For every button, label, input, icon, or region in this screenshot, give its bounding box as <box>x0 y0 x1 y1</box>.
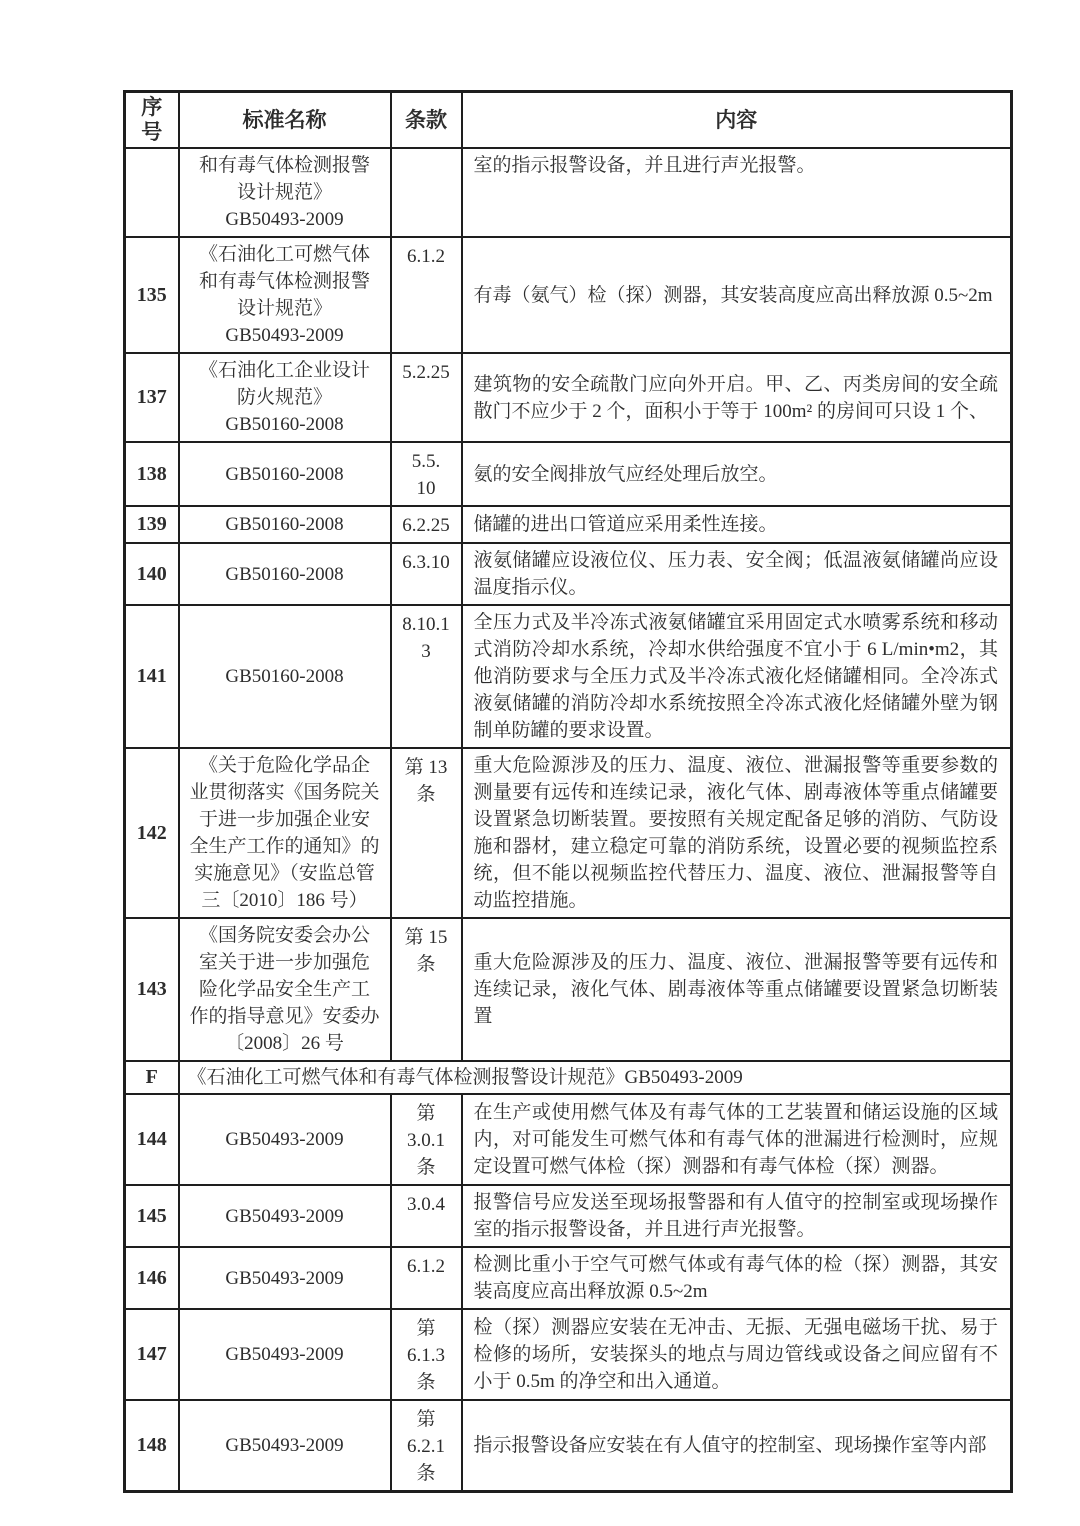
clause-line: 第 <box>416 1409 436 1430</box>
content-cell: 重大危险源涉及的压力、温度、液位、泄漏报警等要有远传和连续记录，液化气体、剧毒液体等重点储罐要设置紧急切断装置 <box>462 918 1012 1061</box>
clause-line: 第 15 <box>404 927 448 948</box>
standard-name-line: 实施意见》（安监总管 <box>194 863 375 884</box>
header-serial-number: 序号 <box>125 92 179 149</box>
clause-cell <box>391 1309 462 1400</box>
table-row <box>125 237 1012 353</box>
standard-name-line: GB50493-2009 <box>225 1267 344 1289</box>
content-cell: 报警信号应发送至现场报警器和有人值守的控制室或现场操作 室的指示报警设备，并且进行声光报警。 <box>462 1185 1012 1247</box>
clause-line: 条 <box>416 1372 436 1393</box>
clause-line: 10 <box>416 478 436 499</box>
row-number-cell: 148 <box>125 1400 179 1492</box>
clause-cell <box>391 148 462 237</box>
standard-name-cell <box>179 605 391 748</box>
clause-line: 5.2.25 <box>402 362 450 383</box>
standard-name-line: 和有毒气体检测报警 <box>198 271 370 292</box>
clause-cell <box>391 748 462 918</box>
standard-name-line: 作的指导意见》安委办 <box>189 1006 380 1027</box>
clause-line: 条 <box>416 1463 436 1484</box>
standards-table-body <box>125 148 1012 1492</box>
table-row <box>125 1247 1012 1309</box>
content-cell: 有毒（氨气）检（探）测器，其安装高度应高出释放源 0.5~2m <box>462 237 1012 353</box>
clause-line: 6.3.10 <box>402 552 450 573</box>
standard-name-line: GB50160-2008 <box>225 463 344 485</box>
clause-line: 5.5. <box>411 451 441 472</box>
table-row <box>125 148 1012 237</box>
clause-line: 3.0.1 <box>407 1130 445 1151</box>
standard-name-line: GB50493-2009 <box>225 1344 344 1365</box>
table-row <box>125 1094 1012 1185</box>
standard-name-line: GB50493-2009 <box>225 209 344 230</box>
standard-name-line: GB50493-2009 <box>225 1435 344 1456</box>
standard-name-cell <box>179 1247 391 1309</box>
clause-cell <box>391 442 462 506</box>
clause-line: 6.1.2 <box>407 1256 445 1277</box>
standard-name-line: 设计规范》 <box>236 298 332 319</box>
content-cell: 全压力式及半冷冻式液氨储罐宜采用固定式水喷雾系统和移动式消防冷却水系统，冷却水供给强度不宜小于 6 L/min•m2，其他消防要求与全压力式及半冷冻式液化烃储罐相同。全冷冻式液氨储罐的消防冷却水系统按照全冷冻式液化烃储罐外壁为钢制单防罐的要求设置。 <box>462 605 1012 748</box>
clause-line: 6.1.2 <box>407 246 445 267</box>
row-number-cell: F <box>125 1061 179 1094</box>
content-cell: 重大危险源涉及的压力、温度、液位、泄漏报警等重要参数的测量要有远传和连续记录，液化气体、剧毒液体等重点储罐要设置紧急切断装置。要按照有关规定配备足够的消防、气防设施和器材，建立稳定可靠的消防系统，设置必要的视频监控系统，但不能以视频监控代替压力、温度、液位、泄漏报警等自动监控措施。 <box>462 748 1012 918</box>
standard-name-cell <box>179 1094 391 1185</box>
standard-name-line: 全生产工作的通知》的 <box>189 836 380 857</box>
content-cell: 检测比重小于空气可燃气体或有毒气体的检（探）测器，其安装高度应高出释放源 0.5~2m <box>462 1247 1012 1309</box>
clause-line: 8.10.1 <box>402 614 450 635</box>
standard-name-line: 《关于危险化学品企 <box>198 755 370 776</box>
content-cell: 指示报警设备应安装在有人值守的控制室、现场操作室等内部 <box>462 1400 1012 1492</box>
content-cell: 建筑物的安全疏散门应向外开启。甲、乙、丙类房间的安全疏散门不应少于 2 个，面积小于等于 100m² 的房间可只设 1 个、 <box>462 353 1012 442</box>
header-content: 内容 <box>462 92 1012 149</box>
clause-cell <box>391 237 462 353</box>
clause-cell <box>391 918 462 1061</box>
row-number-cell: 147 <box>125 1309 179 1400</box>
row-number-cell: 142 <box>125 748 179 918</box>
clause-cell <box>391 353 462 442</box>
clause-line: 条 <box>416 1157 436 1178</box>
clause-cell <box>391 506 462 543</box>
standard-name-line: 《国务院安委会办公 <box>198 925 370 946</box>
standard-name-line: GB50493-2009 <box>225 325 344 346</box>
row-number-cell: 141 <box>125 605 179 748</box>
standard-name-cell <box>179 1185 391 1247</box>
standard-name-line: 三〔2010〕186 号） <box>201 890 368 911</box>
row-number-cell: 143 <box>125 918 179 1061</box>
content-cell: 液氨储罐应设液位仪、压力表、安全阀；低温液氨储罐尚应设温度指示仪。 <box>462 543 1012 605</box>
standard-name-line: 室关于进一步加强危 <box>198 952 370 973</box>
merged-section-title-cell: 《石油化工可燃气体和有毒气体检测报警设计规范》GB50493-2009 <box>179 1061 1012 1094</box>
header-standard-name: 标准名称 <box>179 92 391 149</box>
clause-line: 6.2.1 <box>407 1436 445 1457</box>
clause-line: 第 <box>416 1103 436 1124</box>
standard-name-cell <box>179 442 391 506</box>
clause-cell <box>391 1247 462 1309</box>
row-number-cell: 144 <box>125 1094 179 1185</box>
table-row <box>125 353 1012 442</box>
clause-cell <box>391 1400 462 1492</box>
table-row <box>125 506 1012 543</box>
row-number-cell: 138 <box>125 442 179 506</box>
standard-name-cell <box>179 748 391 918</box>
standard-name-line: 和有毒气体检测报警 <box>198 155 370 176</box>
table-row <box>125 442 1012 506</box>
standards-table <box>123 90 1013 1493</box>
standard-name-line: 《石油化工可燃气体 <box>198 244 370 265</box>
standard-name-cell <box>179 1309 391 1400</box>
clause-line: 第 <box>416 1318 436 1339</box>
clause-line: 条 <box>416 954 436 975</box>
table-row <box>125 1061 1012 1094</box>
standard-name-line: GB50160-2008 <box>225 514 344 535</box>
row-number-cell: 140 <box>125 543 179 605</box>
standard-name-line: 〔2008〕26 号 <box>225 1033 344 1054</box>
row-number-cell: 137 <box>125 353 179 442</box>
clause-cell <box>391 1185 462 1247</box>
table-row <box>125 543 1012 605</box>
standard-name-line: GB50493-2009 <box>225 1205 344 1227</box>
table-row <box>125 1400 1012 1492</box>
table-row <box>125 1309 1012 1400</box>
row-number-cell: 139 <box>125 506 179 543</box>
header-row <box>125 92 1012 149</box>
clause-line: 第 13 <box>404 757 448 778</box>
standard-name-line: 设计规范》 <box>236 182 332 203</box>
header-clause: 条款 <box>391 92 462 149</box>
row-number-cell <box>125 148 179 237</box>
standard-name-cell <box>179 506 391 543</box>
row-number-cell: 145 <box>125 1185 179 1247</box>
table-row <box>125 1185 1012 1247</box>
table-row <box>125 605 1012 748</box>
standard-name-line: 险化学品安全生产工 <box>198 979 370 1000</box>
standard-name-line: 防火规范》 <box>236 387 332 408</box>
content-cell: 在生产或使用燃气体及有毒气体的工艺装置和储运设施的区域内，对可能发生可燃气体和有毒气体的泄漏进行检测时，应规定设置可燃气体检（探）测器和有毒气体检（探）测器。 <box>462 1094 1012 1185</box>
clause-line: 3 <box>421 641 431 662</box>
table-row <box>125 918 1012 1061</box>
standard-name-line: GB50160-2008 <box>225 414 344 435</box>
standard-name-cell <box>179 148 391 237</box>
clause-cell <box>391 1094 462 1185</box>
standard-name-line: GB50160-2008 <box>225 563 344 585</box>
standard-name-cell <box>179 353 391 442</box>
content-cell: 室的指示报警设备，并且进行声光报警。 <box>462 148 1012 237</box>
clause-line: 3.0.4 <box>407 1194 445 1215</box>
row-number-cell: 146 <box>125 1247 179 1309</box>
row-number-cell: 135 <box>125 237 179 353</box>
table-header <box>125 92 1012 149</box>
clause-cell <box>391 605 462 748</box>
clause-line: 6.2.25 <box>402 515 450 536</box>
standard-name-line: 《石油化工企业设计 <box>198 360 370 381</box>
standard-name-cell <box>179 918 391 1061</box>
table-row <box>125 748 1012 918</box>
content-cell: 储罐的进出口管道应采用柔性连接。 <box>462 506 1012 543</box>
content-cell: 检（探）测器应安装在无冲击、无振、无强电磁场干扰、易于检修的场所，安装探头的地点与周边管线或设备之间应留有不小于 0.5m 的净空和出入通道。 <box>462 1309 1012 1400</box>
standard-name-cell <box>179 1400 391 1492</box>
standard-name-line: 业贯彻落实《国务院关 <box>189 782 380 803</box>
standard-name-line: GB50493-2009 <box>225 1129 344 1150</box>
clause-cell <box>391 543 462 605</box>
standard-name-cell <box>179 543 391 605</box>
standard-name-line: 于进一步加强企业安 <box>198 809 370 830</box>
clause-line: 条 <box>416 784 436 805</box>
standard-name-line: GB50160-2008 <box>225 666 344 687</box>
clause-line: 6.1.3 <box>407 1345 445 1366</box>
standard-name-cell <box>179 237 391 353</box>
content-cell: 氨的安全阀排放气应经处理后放空。 <box>462 442 1012 506</box>
